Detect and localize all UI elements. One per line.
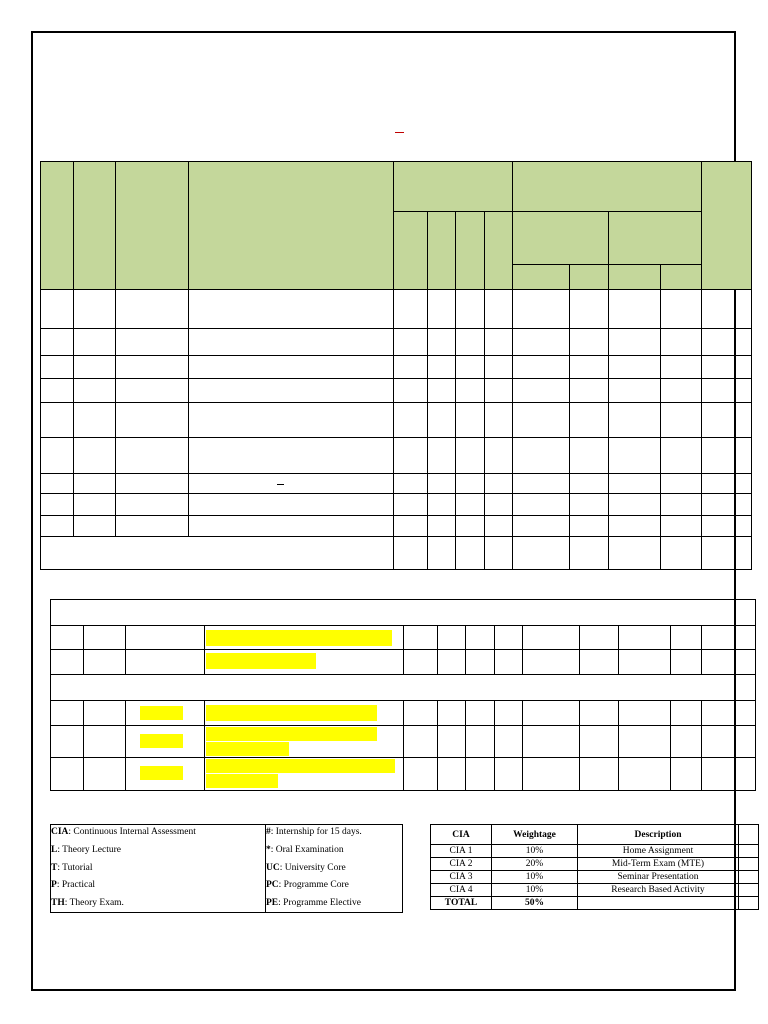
header-cell [456, 212, 485, 290]
legend-item: L: Theory Lecture [51, 844, 122, 855]
dash-mark [277, 484, 284, 485]
legend-item: UC: University Core [266, 862, 346, 873]
highlight-mark [206, 653, 316, 669]
table-row [51, 758, 756, 791]
cia-cell: 10% [492, 845, 578, 858]
legend-item: CIA: Continuous Internal Assessment [51, 827, 196, 837]
legend-item: PC: Programme Core [266, 880, 349, 891]
table-row [51, 726, 756, 758]
table-row [41, 516, 752, 537]
cia-cell: 10% [492, 871, 578, 884]
cia-header-cell: Weightage [492, 825, 578, 845]
highlight-mark [206, 742, 289, 756]
header-cell [394, 162, 513, 212]
cia-cell: CIA 1 [431, 845, 492, 858]
cia-header-row [431, 825, 759, 845]
table-row [41, 329, 752, 356]
header-cell [609, 212, 702, 265]
cia-cell [578, 897, 739, 910]
cia-cell: Home Assignment [578, 845, 739, 858]
table-row [41, 537, 752, 570]
section-row [51, 675, 756, 701]
header-cell [702, 162, 752, 290]
highlight-mark [206, 759, 395, 773]
cia-table [430, 824, 759, 910]
header-cell [189, 162, 394, 290]
cia-cell: 20% [492, 858, 578, 871]
table-row [51, 626, 756, 650]
header-cell [74, 162, 116, 290]
table-row [41, 356, 752, 379]
cia-cell: CIA 2 [431, 858, 492, 871]
highlight-mark [140, 706, 183, 720]
legend-item: #: Internship for 15 days. [266, 827, 362, 837]
cia-spare-cell [739, 897, 759, 910]
cia-cell: Seminar Presentation [578, 871, 739, 884]
highlight-mark [140, 734, 183, 748]
cia-spare-cell [739, 871, 759, 884]
cia-cell: 10% [492, 884, 578, 897]
table-row [431, 884, 759, 897]
header-cell [485, 212, 513, 290]
cia-total-label: TOTAL [431, 897, 492, 910]
table-row [41, 403, 752, 438]
highlight-mark [206, 705, 377, 721]
section-row [51, 600, 756, 626]
highlight-mark [206, 727, 377, 741]
table-row [41, 474, 752, 494]
legend-item: *: Oral Examination [266, 844, 344, 855]
highlight-mark [206, 630, 392, 646]
table-row [41, 438, 752, 474]
title-mark [395, 132, 404, 133]
cia-cell: Mid-Term Exam (MTE) [578, 858, 739, 871]
table-row [41, 379, 752, 403]
scheme-table [40, 161, 752, 570]
legend-right [266, 824, 402, 913]
cia-header-cell: Description [578, 825, 739, 845]
cia-spare-cell [739, 884, 759, 897]
table-row [51, 701, 756, 726]
cia-spare-cell [739, 845, 759, 858]
elective-table [50, 599, 756, 791]
cia-spare-cell [739, 858, 759, 871]
table-row [51, 650, 756, 675]
table-row [431, 845, 759, 858]
header-cell [116, 162, 189, 290]
cia-spare-cell [739, 825, 759, 845]
legend-item: P: Practical [51, 880, 96, 891]
table-row [431, 871, 759, 884]
highlight-mark [140, 766, 183, 780]
header-cell [428, 212, 456, 290]
header-cell [609, 265, 661, 290]
table-row [431, 858, 759, 871]
table-row [41, 290, 752, 329]
cia-header-cell: CIA [431, 825, 492, 845]
header-cell [570, 265, 609, 290]
cia-cell: Research Based Activity [578, 884, 739, 897]
cia-cell: CIA 3 [431, 871, 492, 884]
table-row [41, 494, 752, 516]
legend-left [51, 824, 263, 913]
header-cell [661, 265, 702, 290]
header-cell [41, 162, 74, 290]
cia-total-value: 50% [492, 897, 578, 910]
header-cell [513, 212, 609, 265]
legend-item: T: Tutorial [51, 862, 93, 873]
legend-item: PE: Programme Elective [266, 898, 361, 909]
header-cell [394, 212, 428, 290]
legend-item: TH: Theory Exam. [51, 898, 124, 909]
cia-total-row [431, 897, 759, 910]
header-cell [513, 162, 702, 212]
highlight-mark [206, 774, 278, 788]
cia-cell: CIA 4 [431, 884, 492, 897]
header-cell [513, 265, 570, 290]
